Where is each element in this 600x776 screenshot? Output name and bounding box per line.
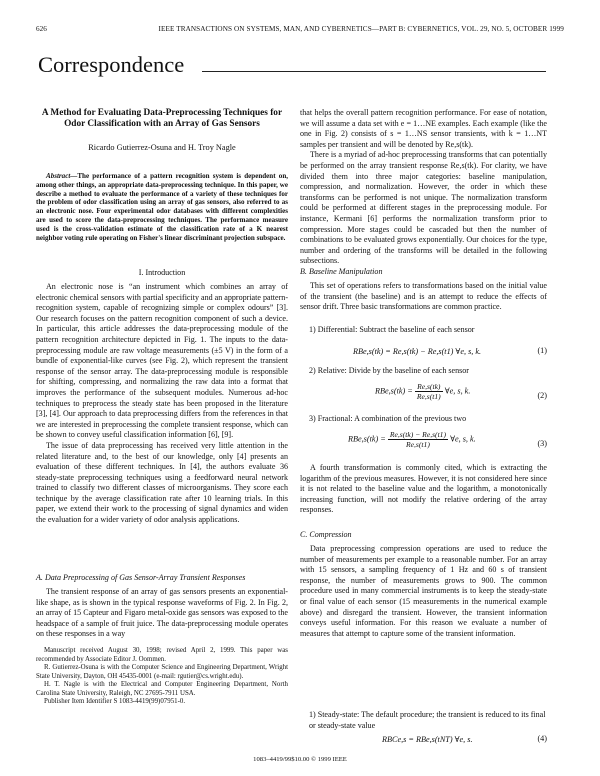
equation-3-numerator: Re,s(tk) − Re,s(t1)	[389, 430, 447, 439]
section-title: Correspondence	[38, 52, 185, 77]
section-b-paragraph-2: A fourth transformation is commonly cited, which is extracting the logarithm of the previous measures. However, it is not considered here since it is not related to the baseline value and the logarithm, a monotonically increasing function, will not modify the relative ordering of the array responses.	[300, 463, 547, 515]
equation-2-fraction	[415, 382, 443, 401]
equation-2	[375, 382, 470, 401]
baseline-item-relative: 2) Relative: Divide by the baseline of each sensor	[309, 366, 469, 375]
copyright-footer: 1083–4419/99$10.00 © 1999 IEEE	[253, 756, 347, 763]
equation-3	[348, 430, 476, 449]
running-header	[36, 25, 564, 37]
section-rule	[202, 71, 546, 72]
section-b-paragraph-1: This set of operations refers to transformations based on the initial value of the transient (the baseline) and is an attempt to reduce the effects of sensor drift. Three basic transformations are common practice.	[300, 281, 547, 312]
equation-2-denominator: Re,s(t1)	[416, 392, 441, 401]
right-intro-body	[300, 108, 547, 267]
equation-2-lhs: RBe,s(tk) =	[375, 386, 413, 396]
intro-paragraph-2: The issue of data preprocessing has received very little attention in the related literature and, to the best of our knowledge, only [4] presents an evaluation of these different techniques. In [4], the authors evaluate 36 steady-state preprocessing techniques using a feedforward neural network trained to classify two different classes of microorganisms. They score each technique by the average classification rate after 10 learning trials. In this paper, we extend their work to the processing of signal dynamics and widen the evaluation for a wider variety of odor analysis applications.	[36, 440, 288, 525]
section-a-paragraph-1: The transient response of an array of gas sensors presents an exponential-like shape, as is shown in the typical response waveforms of Fig. 2. In Fig. 2, an array of 15 Capteur and Figaro metal-oxide gas sensors was exposed to the headspace of a sample of fruit juice. The data-preprocessing module operates on these responses in a way	[36, 587, 288, 639]
intro-body	[36, 282, 288, 526]
section-c-body	[300, 544, 547, 639]
equation-4: RBCe,s = RBe,s(tNT) ∀e, s.	[382, 735, 473, 744]
intro-paragraph-1: An electronic nose is “an instrument which combines an array of electronic chemical sensors with partial specificity and an appropriate pattern-recognition system, capable of recognizing simple or complex odours” [3]. Our research focuses on the pattern recognition component of such a device. In particular, this article addresses the data-preprocessing module of the pattern recognition architecture depicted in Fig. 1. The inputs to the data-preprocessing module are raw voltage measurements (±5 V) in the form of a bundle of exponential-like curves (see Fig. 2), which represent the transient response of the sensor array. The data-preprocessing module is responsible for shifting, compressing, and normalizing the raw data into a format that improves the performance of the subsequent modules. Numerous ad-hoc techniques to preprocess the steady state has been proposed in the literature [3], [4]. Our approach to data preprocessing differs from the references in that we are interested in preprocessing the complete transient response, which can be shown to convey useful classification information [6], [9].	[36, 282, 288, 440]
abstract-label: Abstract—	[46, 172, 78, 180]
baseline-item-fractional: 3) Fractional: A combination of the previous two	[309, 414, 467, 423]
section-b-intro	[300, 281, 547, 313]
paper-authors: Ricardo Gutierrez-Osuna and H. Troy Nagle	[88, 143, 236, 152]
equation-1-number: (1)	[537, 346, 547, 355]
right-paragraph-2: There is a myriad of ad-hoc preprocessing transforms that can potentially be performed on the array transient response Re,s(tk). For clarity, we have divided them into three major categories: baseline manipulation, compression, and normalization. However, the order in which these transforms can be performed is not unique. The normalization transform could be performed at different stages in the preprocessing module. For instance, Kermani [6] performs the normalization transform prior to compression. More stages could be cascaded but then the number of combinations to be evaluated grows exponentially. Our choices for the type, number and ordering of the transforms will be detailed in the following subsections.	[300, 150, 547, 266]
equation-2-number: (2)	[537, 391, 547, 400]
page-number: 626	[36, 25, 47, 33]
equation-3-denominator: Re,s(t1)	[406, 440, 430, 449]
footnote-author-2: H. T. Nagle is with the Electrical and Computer Engineering Department, North Carolina State University, Raleigh, NC 27695-7911 USA.	[36, 681, 288, 697]
equation-3-lhs: RBe,s(tk) =	[348, 434, 386, 444]
baseline-item-differential: 1) Differential: Subtract the baseline of each sensor	[309, 325, 475, 334]
equation-3-rhs: ∀e, s, k.	[450, 434, 476, 444]
footnote-author-1: R. Gutierrez-Osuna is with the Computer Science and Engineering Department, Wright State University, Dayton, OH 45435-0001 (e-mail: rgutier@cs.wright.edu).	[36, 664, 288, 680]
footnote-identifier: Publisher Item Identifier S 1083-4419(99)07951-0.	[44, 698, 186, 705]
section-b-closing	[300, 463, 547, 516]
journal-header: IEEE TRANSACTIONS ON SYSTEMS, MAN, AND CYBERNETICS—PART B: CYBERNETICS, VOL. 29, NO. 5, OCTOBER 1999	[158, 25, 564, 33]
paper-title: A Method for Evaluating Data-Preprocessing Techniques for Odor Classification with an Array of Gas Sensors	[41, 108, 283, 130]
section-a-body	[36, 587, 288, 640]
right-paragraph-1: that helps the overall pattern recognition performance. For ease of notation, we will assume a data set with e = 1…NE examples. Each example (like the one in Fig. 2) consists of s = 1…NS sensor transients, with k = 1…NT samples per transient and will be denoted by Re,s(tk).	[300, 108, 547, 149]
equation-2-numerator: Re,s(tk)	[415, 382, 443, 392]
section-c-heading: C. Compression	[300, 530, 352, 539]
footnotes	[36, 647, 288, 707]
intro-heading: I. Introduction	[138, 268, 186, 277]
section-a-heading: A. Data Preprocessing of Gas Sensor-Array Transient Responses	[36, 573, 246, 582]
equation-2-rhs: ∀e, s, k.	[444, 386, 471, 396]
abstract-text: The performance of a pattern recognition system is dependent on, among other things, an appropriate data-preprocessing technique. In this paper, we describe a method to evaluate the performance of a variety of these techniques for the problem of odor classification using an array of gas sensors, also referred to as an electronic nose. Four experimental odor databases with different complexities are used to score the data-preprocessing techniques. The performance measure used is the cross-validation estimate of the classification rate of a K nearest neighbor voting rule operating on Fisher's linear discriminant projection subspace.	[36, 172, 288, 242]
equation-4-number: (4)	[537, 734, 547, 743]
equation-3-number: (3)	[537, 439, 547, 448]
equation-3-fraction	[388, 430, 448, 449]
abstract	[36, 172, 288, 242]
footnote-received: Manuscript received August 30, 1998; revised April 2, 1999. This paper was recommended by Associate Editor J. Oommen.	[36, 647, 288, 663]
section-c-paragraph-1: Data preprocessing compression operations are used to reduce the number of measurements per example to a reasonable number. For an array with 15 sensors, a sampling frequency of 1 Hz and 60 s of transient response, the number of measurements grows to 900. The common procedure used in many commercial instruments is to keep the steady-state or final value of each sensor (15 measurements in the numerical example above) and disregard the transient. However, the transient information conveys useful information. For this reason we evaluate a number of measures that attempt to capture some of the transient information.	[300, 544, 547, 638]
equation-1: RBe,s(tk) = Re,s(tk) − Re,s(t1) ∀e, s, k.	[353, 347, 482, 356]
compression-item-steady-state: 1) Steady-state: The default procedure; the transient is reduced to its final or steady-state value	[309, 710, 546, 730]
section-b-heading: B. Baseline Manipulation	[300, 267, 383, 276]
